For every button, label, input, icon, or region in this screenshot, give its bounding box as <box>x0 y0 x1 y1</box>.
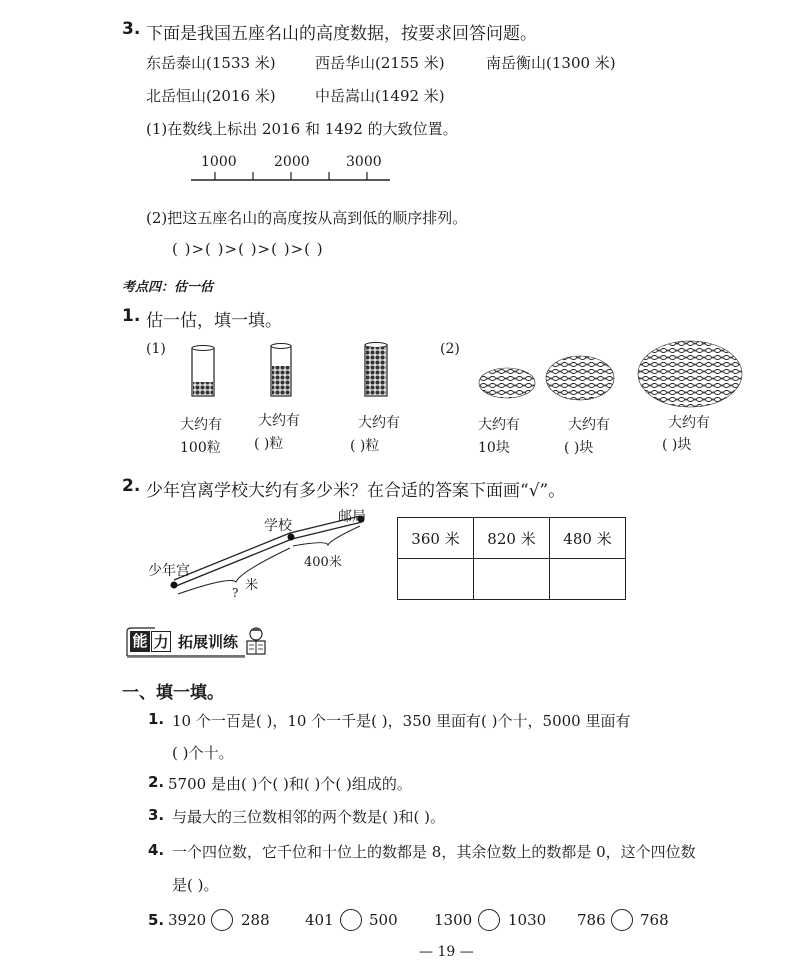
compare-2-right: 500 <box>369 911 398 929</box>
mountain-hengshan-north: 北岳恒山(2016 米) <box>146 87 276 105</box>
compare-1-left: 3920 <box>168 911 207 929</box>
banner-char-neng: 能 <box>130 631 150 652</box>
jar3-label-line1: 大约有 <box>358 415 400 431</box>
order-line[interactable]: ( )>( )>( )>( )>( ) <box>172 240 324 258</box>
numberline-label-3000: 3000 <box>346 154 382 170</box>
answer-option-480: 480 米 <box>550 518 626 559</box>
q3-intro: 下面是我国五座名山的高度数据，按要求回答问题。 <box>146 24 537 44</box>
q3-part1: (1)在数线上标出 2016 和 1492 的大致位置。 <box>146 120 458 138</box>
jar1-label-line1: 大约有 <box>180 417 222 433</box>
page-number: — 19 — <box>419 944 474 960</box>
answer-check-360[interactable] <box>398 559 474 600</box>
q3-part2: (2)把这五座名山的高度按从高到低的顺序排列。 <box>146 209 468 227</box>
answer-option-360: 360 米 <box>398 518 474 559</box>
ability-banner <box>125 626 270 658</box>
item2-text[interactable]: 5700 是由( )个( )和( )个( )组成的。 <box>168 775 412 793</box>
candy2-label-line1: 大约有 <box>568 417 610 433</box>
section4-title: 考点四：估一估 <box>122 280 214 295</box>
candy3-label-line2[interactable]: ( )块 <box>662 437 692 453</box>
part2-label: (2) <box>440 341 460 357</box>
jar-3 <box>365 343 387 397</box>
s4-q1-text: 估一估，填一填。 <box>146 311 282 331</box>
compare-4-right: 768 <box>640 911 669 929</box>
banner-text: 拓展训练 <box>178 633 239 651</box>
answer-table <box>397 517 626 600</box>
mountain-taishan: 东岳泰山(1533 米) <box>146 54 276 72</box>
map-label-unknown: ? <box>232 586 239 600</box>
jar2-label-line2[interactable]: ( )粒 <box>254 436 284 452</box>
jar-illustrations <box>185 340 415 400</box>
compare-4-left: 786 <box>577 911 606 929</box>
compare-4-circle[interactable] <box>611 909 633 931</box>
item2-number: 2. <box>148 773 165 791</box>
candy-pile-2 <box>546 356 614 400</box>
mountain-songshan: 中岳嵩山(1492 米) <box>315 87 445 105</box>
map-label-youth: 少年宫 <box>148 563 190 579</box>
jar-1 <box>192 346 214 397</box>
reading-kid-icon <box>243 626 269 656</box>
item3-text[interactable]: 与最大的三位数相邻的两个数是( )和( )。 <box>172 808 445 826</box>
item5-number: 5. <box>148 911 165 929</box>
candy-pile-1 <box>479 368 535 398</box>
item4-text[interactable]: 一个四位数，它千位和十位上的数都是 8，其余位数上的数都是 0，这个四位数 <box>172 843 696 861</box>
part1-label: (1) <box>146 341 166 357</box>
answer-check-820[interactable] <box>474 559 550 600</box>
s4-q2-number: 2. <box>122 476 141 496</box>
compare-3-right: 1030 <box>508 911 547 929</box>
item3-number: 3. <box>148 806 165 824</box>
jar1-label-line2: 100粒 <box>180 440 221 456</box>
candy-pile-3 <box>638 341 742 407</box>
compare-3-circle[interactable] <box>478 909 500 931</box>
mountain-huashan: 西岳华山(2155 米) <box>315 54 445 72</box>
compare-2-left: 401 <box>305 911 334 929</box>
item4-number: 4. <box>148 841 165 859</box>
banner-char-li: 力 <box>151 631 171 652</box>
compare-3-left: 1300 <box>434 911 473 929</box>
item1-text[interactable]: 10 个一百是( )，10 个一千是( )，350 里面有( )个十，5000 里面有 <box>172 712 631 730</box>
compare-1-circle[interactable] <box>211 909 233 931</box>
q3-number: 3. <box>122 19 141 39</box>
item1-cont[interactable]: ( )个十。 <box>172 744 234 762</box>
map-label-distance: 400米 <box>304 555 342 570</box>
mountain-hengshan-south: 南岳衡山(1300 米) <box>486 54 616 72</box>
map-label-post: 邮局 <box>338 509 366 525</box>
item1-number: 1. <box>148 710 165 728</box>
jar2-label-line1: 大约有 <box>258 413 300 429</box>
candy-illustrations <box>470 340 750 412</box>
map-label-unknown-unit: 米 <box>245 578 259 593</box>
candy3-label-line1: 大约有 <box>668 415 710 431</box>
answer-check-480[interactable] <box>550 559 626 600</box>
section1-title: 一、填一填。 <box>122 683 224 703</box>
item4-cont[interactable]: 是( )。 <box>172 876 219 894</box>
candy1-label-line2: 10块 <box>478 440 510 456</box>
youth-palace-dot <box>171 582 178 589</box>
numberline-label-1000: 1000 <box>201 154 237 170</box>
candy1-label-line1: 大约有 <box>478 417 520 433</box>
jar3-label-line2[interactable]: ( )粒 <box>350 438 380 454</box>
compare-2-circle[interactable] <box>340 909 362 931</box>
s4-q1-number: 1. <box>122 306 141 326</box>
numberline-label-2000: 2000 <box>274 154 310 170</box>
answer-option-820: 820 米 <box>474 518 550 559</box>
s4-q2-text: 少年宫离学校大约有多少米？在合适的答案下面画“√”。 <box>146 481 566 501</box>
candy2-label-line2[interactable]: ( )块 <box>564 440 594 456</box>
compare-1-right: 288 <box>241 911 270 929</box>
map-label-school: 学校 <box>264 518 292 534</box>
jar-2 <box>271 344 291 397</box>
